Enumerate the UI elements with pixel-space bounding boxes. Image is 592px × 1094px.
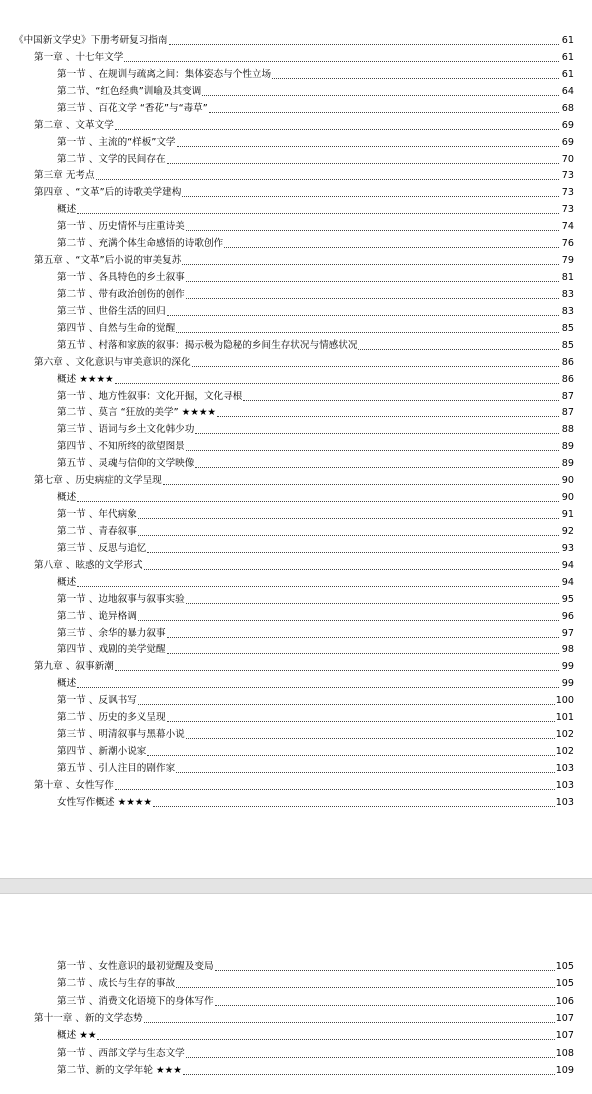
dot-leader — [217, 416, 559, 417]
toc-entry-title: 第二节 、历史的多义呈现 — [57, 712, 166, 724]
toc-entry-page-number: 107 — [555, 1030, 574, 1042]
toc-entry[interactable] — [57, 436, 574, 453]
dot-leader — [138, 704, 555, 705]
toc-entry[interactable] — [34, 165, 574, 182]
toc-entry[interactable] — [57, 606, 574, 623]
toc-entry-page-number: 61 — [561, 68, 574, 80]
toc-entry[interactable] — [57, 369, 574, 386]
toc-entry-page-number: 87 — [561, 390, 574, 402]
toc-entry-page-number: 61 — [561, 35, 574, 46]
toc-entry-title: 第一节 、地方性叙事：文化开掘，文化寻根 — [57, 390, 243, 402]
toc-entry-page-number: 69 — [561, 119, 574, 131]
toc-entry-page-number: 90 — [561, 475, 574, 487]
dot-leader — [186, 603, 559, 604]
toc-entry-page-number: 98 — [561, 644, 574, 656]
toc-entry-page-number: 88 — [561, 424, 574, 436]
toc-entry[interactable] — [57, 284, 574, 301]
dot-leader — [138, 535, 559, 536]
toc-entry-title: 第二节、“红色经典”训喻及其变调 — [57, 85, 202, 97]
toc-entry[interactable] — [57, 741, 574, 758]
dot-leader — [182, 196, 559, 197]
toc-entry[interactable] — [14, 30, 574, 47]
dot-leader — [195, 433, 559, 434]
toc-entry-page-number: 85 — [561, 339, 574, 351]
toc-entry[interactable] — [57, 81, 574, 98]
dot-leader — [138, 620, 559, 621]
toc-entry-page-number: 73 — [561, 204, 574, 216]
dot-leader — [153, 806, 555, 807]
toc-entry-page-number: 105 — [555, 978, 574, 990]
toc-entry-title: 《中国新文学史》下册考研复习指南 — [14, 35, 168, 46]
toc-entry-title: 第二节、新的文学年轮 ★★★ — [57, 1064, 182, 1076]
dot-leader — [77, 213, 559, 214]
toc-entry[interactable] — [57, 386, 574, 403]
toc-entry-page-number: 102 — [555, 746, 574, 758]
dot-leader — [115, 789, 555, 790]
toc-entry[interactable] — [57, 792, 574, 809]
toc-entry-page-number: 70 — [561, 153, 574, 165]
dot-leader — [167, 315, 559, 316]
toc-entry-page-number: 89 — [561, 441, 574, 453]
toc-entry[interactable] — [57, 402, 574, 419]
toc-entry-page-number: 73 — [561, 187, 574, 199]
toc-entry-title: 第二节 、文学的民间存在 — [57, 153, 166, 165]
toc-entry[interactable] — [57, 64, 574, 81]
toc-entry-title: 第五节 、灵魂与信仰的文学映像 — [57, 458, 195, 470]
toc-entry[interactable] — [57, 453, 574, 470]
toc-entry-page-number: 61 — [561, 51, 574, 63]
dot-leader — [186, 298, 559, 299]
toc-entry-title: 第三节 、语词与乡土文化韩少功 — [57, 424, 195, 436]
toc-entry-page-number: 100 — [555, 695, 574, 707]
toc-entry[interactable] — [34, 1008, 574, 1025]
toc-entry-page-number: 107 — [555, 1012, 574, 1024]
toc-entry-title: 第八章 、眩惑的文学形式 — [34, 559, 143, 571]
toc-entry[interactable] — [34, 555, 574, 572]
toc-entry-title: 概述 — [57, 492, 77, 504]
toc-entry[interactable] — [57, 301, 574, 318]
toc-entry-page-number: 86 — [561, 356, 574, 368]
toc-entry-title: 第四节 、戏剧的美学觉醒 — [57, 644, 166, 656]
dot-leader — [215, 970, 555, 971]
toc-entry[interactable] — [57, 724, 574, 741]
dot-leader — [77, 687, 559, 688]
toc-entry[interactable] — [57, 589, 574, 606]
dot-leader — [183, 1074, 555, 1075]
toc-entry-title: 第三节 、百花文学 “香花”与“毒草” — [57, 102, 208, 114]
toc-entry[interactable] — [57, 233, 574, 250]
toc-entry[interactable] — [34, 470, 574, 487]
toc-entry-title: 第七章 、历史病症的文学呈现 — [34, 475, 162, 487]
toc-entry-page-number: 81 — [561, 272, 574, 284]
toc-entry-page-number: 94 — [561, 559, 574, 571]
toc-entry-page-number: 97 — [561, 627, 574, 639]
dot-leader — [167, 721, 555, 722]
dot-leader — [167, 163, 559, 164]
toc-entry-title: 第二节 、诡异格调 — [57, 610, 137, 622]
toc-entry[interactable] — [57, 98, 574, 115]
toc-entry[interactable] — [57, 318, 574, 335]
toc-entry[interactable] — [34, 250, 574, 267]
toc-entry-title: 第四节 、新潮小说家 — [57, 746, 147, 758]
dot-leader — [177, 146, 559, 147]
toc-entry-title: 第三节 、消费文化语境下的身体写作 — [57, 995, 214, 1007]
toc-entry-page-number: 90 — [561, 492, 574, 504]
toc-entry-title: 第一节 、在规训与疏离之间：集体姿态与个性立场 — [57, 68, 272, 80]
dot-leader — [144, 1022, 555, 1023]
toc-entry-title: 第二节 、莫言 “狂放的美学” ★★★★ — [57, 407, 217, 419]
toc-entry-title: 第一节 、反讽书写 — [57, 695, 137, 707]
dot-leader — [138, 518, 559, 519]
toc-entry-page-number: 93 — [561, 542, 574, 554]
toc-entry-page-number: 91 — [561, 509, 574, 521]
toc-entry-page-number: 64 — [561, 85, 574, 97]
toc-entry[interactable] — [57, 690, 574, 707]
toc-entry[interactable] — [57, 538, 574, 555]
toc-entry-title: 第一节 、历史情怀与庄重诗美 — [57, 221, 185, 233]
toc-entry-title: 第三节 、余华的暴力叙事 — [57, 627, 166, 639]
toc-entry[interactable] — [57, 956, 574, 973]
dot-leader — [77, 501, 559, 502]
toc-entry[interactable] — [57, 707, 574, 724]
toc-entry[interactable] — [57, 991, 574, 1008]
toc-entry[interactable] — [57, 504, 574, 521]
toc-entry[interactable] — [57, 973, 574, 990]
dot-leader — [186, 1057, 555, 1058]
toc-entry[interactable] — [57, 1043, 574, 1060]
toc-entry-page-number: 99 — [561, 678, 574, 690]
dot-leader — [186, 450, 559, 451]
toc-entry-page-number: 99 — [561, 661, 574, 673]
dot-leader — [115, 129, 559, 130]
toc-entry[interactable] — [34, 182, 574, 199]
toc-entry[interactable] — [57, 639, 574, 656]
toc-entry-title: 第十一章 、新的文学态势 — [34, 1012, 143, 1024]
toc-entry-page-number: 74 — [561, 221, 574, 233]
toc-entry-page-number: 103 — [555, 762, 574, 774]
toc-entry-title: 第一节 、西部文学与生态文学 — [57, 1047, 185, 1059]
toc-entry-title: 第十章 、女性写作 — [34, 779, 114, 791]
toc-entry-title: 女性写作概述 ★★★★ — [57, 796, 153, 808]
toc-entry-title: 第一节 、各具特色的乡土叙事 — [57, 272, 185, 284]
dot-leader — [176, 332, 559, 333]
dot-leader — [195, 467, 559, 468]
dot-leader — [167, 653, 559, 654]
toc-entry-title: 第二节 、成长与生存的事故 — [57, 978, 176, 990]
toc-entry-title: 第一节 、主流的“样板”文学 — [57, 136, 176, 148]
toc-entry[interactable] — [57, 758, 574, 775]
toc-entry[interactable] — [57, 132, 574, 149]
toc-entry[interactable] — [34, 656, 574, 673]
dot-leader — [115, 383, 559, 384]
toc-entry[interactable] — [57, 1025, 574, 1042]
toc-entry-page-number: 103 — [555, 796, 574, 808]
toc-entry[interactable] — [57, 673, 574, 690]
toc-entry-title: 第三节 、世俗生活的回归 — [57, 305, 166, 317]
toc-entry[interactable] — [34, 115, 574, 132]
dot-leader — [147, 755, 554, 756]
toc-entry-title: 概述 — [57, 204, 77, 216]
toc-entry-page-number: 73 — [561, 170, 574, 182]
toc-entry[interactable] — [57, 623, 574, 640]
toc-entry-page-number: 89 — [561, 458, 574, 470]
dot-leader — [147, 552, 559, 553]
dot-leader — [358, 349, 559, 350]
toc-entry-page-number: 79 — [561, 255, 574, 267]
toc-entry-page-number: 103 — [555, 779, 574, 791]
toc-entry-page-number: 108 — [555, 1047, 574, 1059]
toc-entry-page-number: 101 — [555, 712, 574, 724]
toc-entry-title: 第三节 、反思与追忆 — [57, 542, 147, 554]
toc-entry[interactable] — [57, 149, 574, 166]
dot-leader — [224, 247, 559, 248]
toc-entry-page-number: 96 — [561, 610, 574, 622]
dot-leader — [176, 772, 555, 773]
toc-entry-page-number: 106 — [555, 995, 574, 1007]
toc-entry-title: 第二章 、文革文学 — [34, 119, 114, 131]
toc-entry-title: 第五节 、村落和家族的叙事：揭示极为隐秘的乡间生存状况与情感状况 — [57, 339, 358, 351]
toc-entry-title: 概述 ★★ — [57, 1030, 97, 1042]
toc-entry-title: 第四节 、不知所终的欲望图景 — [57, 441, 185, 453]
toc-entry-page-number: 83 — [561, 305, 574, 317]
dot-leader — [243, 400, 559, 401]
toc-entry-page-number: 109 — [555, 1064, 574, 1076]
toc-entry[interactable] — [57, 267, 574, 284]
toc-entry-title: 第一节 、女性意识的最初觉醒及变局 — [57, 961, 214, 972]
toc-entry-page-number: 68 — [561, 102, 574, 114]
dot-leader — [96, 179, 559, 180]
toc-entry-page-number: 92 — [561, 525, 574, 537]
toc-entry-title: 第二节 、带有政治创伤的创作 — [57, 288, 185, 300]
toc-entry-page-number: 105 — [555, 961, 574, 972]
dot-leader — [115, 670, 559, 671]
toc-entry[interactable] — [34, 352, 574, 369]
toc-entry-page-number: 69 — [561, 136, 574, 148]
page-separator — [0, 878, 592, 894]
dot-leader — [186, 230, 559, 231]
dot-leader — [144, 569, 559, 570]
dot-leader — [167, 637, 559, 638]
toc-entry-title: 第二节 、青春叙事 — [57, 525, 137, 537]
toc-entry-page-number: 94 — [561, 576, 574, 588]
toc-entry-title: 第一节 、年代病象 — [57, 509, 137, 521]
toc-entry[interactable] — [57, 1060, 574, 1077]
toc-entry-title: 第三章 无考点 — [34, 170, 95, 182]
toc-entry-title: 第一章 、十七年文学 — [34, 51, 124, 63]
toc-entry-title: 第六章 、文化意识与审美意识的深化 — [34, 356, 191, 368]
toc-entry-page-number: 87 — [561, 407, 574, 419]
dot-leader — [272, 78, 559, 79]
dot-leader — [77, 586, 559, 587]
toc-entry-title: 概述 — [57, 576, 77, 588]
toc-entry-title: 第三节 、明清叙事与黑幕小说 — [57, 729, 185, 741]
dot-leader — [186, 281, 559, 282]
dot-leader — [192, 366, 559, 367]
toc-entry-title: 第五节 、引人注目的剧作家 — [57, 762, 176, 774]
toc-entry-title: 概述 ★★★★ — [57, 373, 114, 385]
dot-leader — [186, 738, 555, 739]
dot-leader — [215, 1005, 555, 1006]
dot-leader — [182, 264, 559, 265]
toc-entry-title: 第九章 、叙事新潮 — [34, 661, 114, 673]
toc-entry-page-number: 102 — [555, 729, 574, 741]
toc-entry-page-number: 86 — [561, 373, 574, 385]
dot-leader — [169, 44, 560, 45]
toc-entry[interactable] — [57, 199, 574, 216]
toc-entry[interactable] — [57, 216, 574, 233]
toc-entry-page-number: 76 — [561, 238, 574, 250]
toc-entry[interactable] — [57, 335, 574, 352]
dot-leader — [209, 112, 559, 113]
dot-leader — [97, 1039, 554, 1040]
toc-entry-title: 第四节 、自然与生命的觉醒 — [57, 322, 176, 334]
toc-entry[interactable] — [34, 775, 574, 792]
toc-entry[interactable] — [57, 487, 574, 504]
toc-entry-page-number: 95 — [561, 593, 574, 605]
dot-leader — [163, 484, 559, 485]
toc-entry[interactable] — [57, 572, 574, 589]
toc-entry-title: 第五章 、“文革”后小说的审美复苏 — [34, 255, 182, 267]
toc-entry-title: 第四章 、“文革”后的诗歌美学建构 — [34, 187, 182, 199]
toc-entry[interactable] — [57, 419, 574, 436]
toc-entry-title: 第一节 、边地叙事与叙事实验 — [57, 593, 185, 605]
toc-entry-title: 概述 — [57, 678, 77, 690]
toc-entry[interactable] — [34, 47, 574, 64]
dot-leader — [202, 95, 559, 96]
dot-leader — [176, 987, 555, 988]
toc-entry[interactable] — [57, 521, 574, 538]
toc-entry-page-number: 83 — [561, 288, 574, 300]
dot-leader — [124, 61, 559, 62]
toc-entry-title: 第二节 、充满个体生命感悟的诗歌创作 — [57, 238, 224, 250]
toc-entry-page-number: 85 — [561, 322, 574, 334]
